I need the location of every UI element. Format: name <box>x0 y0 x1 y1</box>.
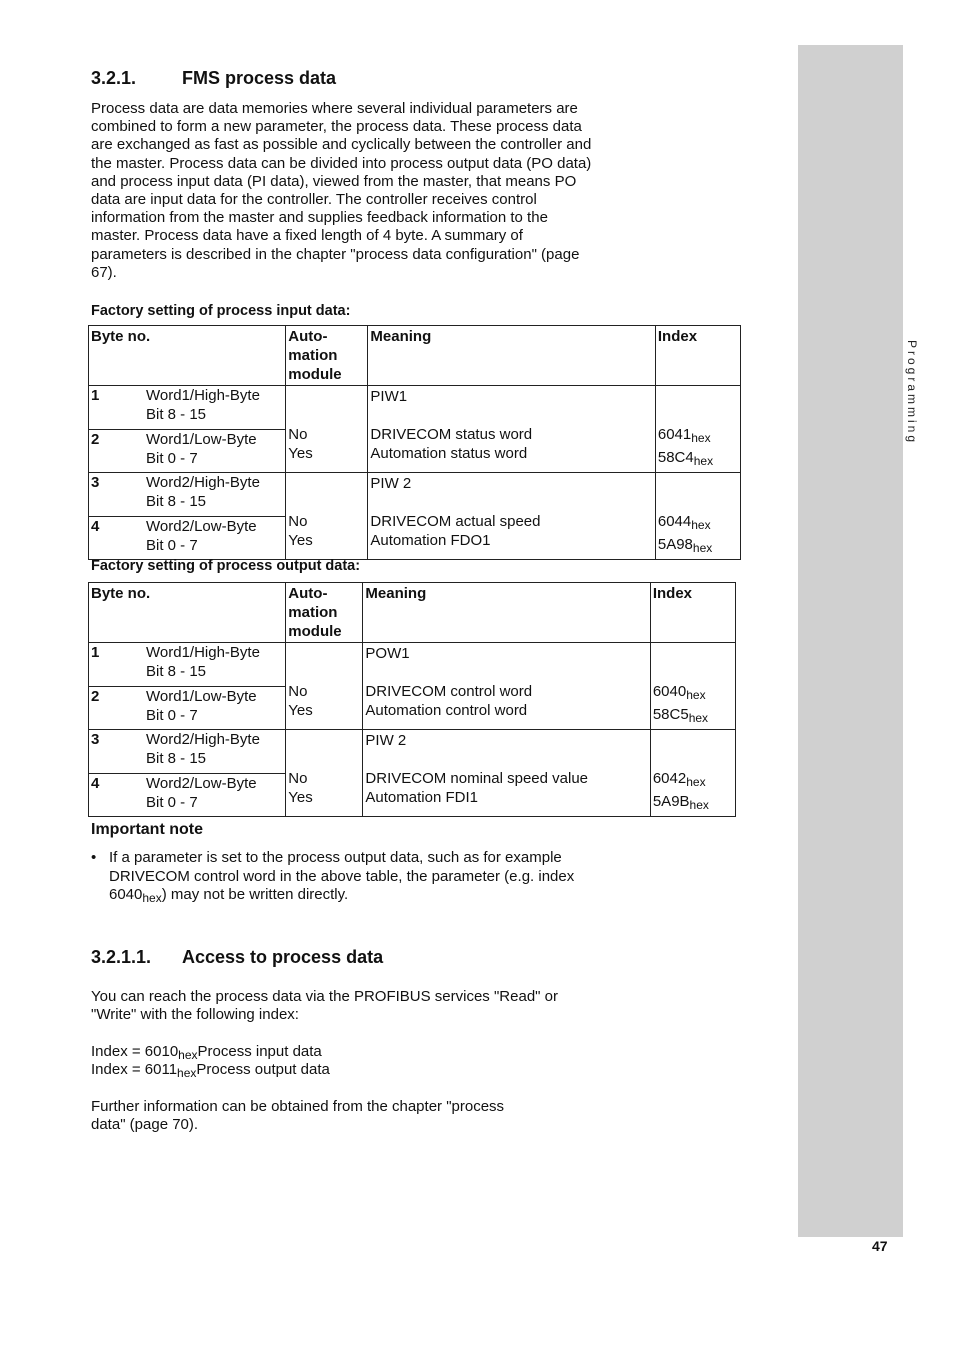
table-header-row <box>89 326 741 386</box>
note-text: If a parameter is set to the process output data, such as for example DRIVECOM control word in the above table, the parameter (e.g. index $6040_{hex}$) may not be written directly. <box>109 849 575 905</box>
further-info-paragraph: Further information can be obtained from the chapter "process data" (page 70). <box>91 1098 505 1134</box>
meaning-cell: PIW1 DRIVECOM status word Automation status word <box>368 386 655 473</box>
index-cell: $6044_{hex}$ $5A98_{hex}$ <box>655 473 740 560</box>
byte-number: 3 <box>91 474 100 491</box>
byte-bits: Bit 0 - 7 <box>146 706 198 724</box>
byte-word: Word2/Low-Byte <box>146 774 257 792</box>
table-row <box>89 730 736 774</box>
header-meaning: Meaning <box>368 326 655 386</box>
byte-number: 2 <box>91 687 100 705</box>
byte-number: 3 <box>91 731 100 748</box>
intro-paragraph: Process data are data memories where several individual parameters are combined to form a new parameter, the process data. These process data are exchanged as fast as possible and cyclically between the controller and the master. Process data can be divided into process output data (PO data) and process input data (PI data), viewed from the master, that means PO data are input data for the controller. The controller receives control information from the master and supplies feedback information to the master. Process data have a fixed length of 4 byte. A summary of parameters is described in the chapter "process data configuration" (page 67). <box>91 100 592 281</box>
byte-bits: Bit 8 - 15 <box>146 663 207 680</box>
bullet-icon: • <box>91 849 97 866</box>
section-number: 3.2.1. <box>91 68 137 88</box>
byte-cell <box>89 686 286 730</box>
index-cell: $6040_{hex}$ $58C5_{hex}$ <box>650 643 735 730</box>
automation-cell: No Yes <box>286 473 368 560</box>
meaning-cell: PIW 2 DRIVECOM actual speed Automation FDO1 <box>368 473 655 560</box>
table-row <box>89 386 741 430</box>
byte-cell <box>89 643 286 687</box>
subsection-number: 3.2.1.1. <box>91 947 152 967</box>
table-row <box>89 473 741 517</box>
subsection-heading <box>91 947 383 968</box>
byte-cell <box>89 473 286 517</box>
header-index: Index <box>655 326 740 386</box>
process-output-table <box>88 582 736 817</box>
byte-cell <box>89 773 286 817</box>
byte-word: Word2/Low-Byte <box>146 517 257 535</box>
chapter-tab-label: Programming <box>905 340 919 446</box>
side-margin-band <box>798 45 903 1237</box>
byte-number: 4 <box>91 517 100 535</box>
header-index: Index <box>650 583 735 643</box>
byte-bits: Bit 0 - 7 <box>146 449 198 467</box>
byte-bits: Bit 8 - 15 <box>146 406 207 423</box>
byte-number: 1 <box>91 644 100 661</box>
byte-word: Word1/High-Byte <box>146 644 260 661</box>
byte-bits: Bit 0 - 7 <box>146 793 198 811</box>
subsection-title: Access to process data <box>182 947 384 967</box>
header-meaning: Meaning <box>363 583 650 643</box>
access-paragraph: You can reach the process data via the PROFIBUS services "Read" or "Write" with the following index: <box>91 988 558 1024</box>
table-row <box>89 643 736 687</box>
byte-cell <box>89 429 286 473</box>
meaning-cell: POW1 DRIVECOM control word Automation control word <box>363 643 650 730</box>
index-line-output: Index = $6011_{hex}Process$ output data <box>91 1061 330 1080</box>
section-title: FMS process data <box>182 68 337 88</box>
meaning-cell: PIW 2 DRIVECOM nominal speed value Automation FDI1 <box>363 730 650 817</box>
byte-bits: Bit 0 - 7 <box>146 536 198 554</box>
byte-cell <box>89 386 286 430</box>
byte-cell <box>89 516 286 560</box>
page-number: 47 <box>872 1238 888 1254</box>
automation-cell: No Yes <box>286 386 368 473</box>
automation-cell: No Yes <box>286 643 363 730</box>
index-cell: $6042_{hex}$ $5A9B_{hex}$ <box>650 730 735 817</box>
byte-number: 4 <box>91 774 100 792</box>
byte-word: Word1/Low-Byte <box>146 687 257 705</box>
index-cell: $6041_{hex}$ $58C4_{hex}$ <box>655 386 740 473</box>
byte-word: Word1/High-Byte <box>146 387 260 404</box>
byte-bits: Bit 8 - 15 <box>146 750 207 767</box>
byte-bits: Bit 8 - 15 <box>146 493 207 510</box>
header-byte-no: Byte no. <box>89 583 286 643</box>
byte-cell <box>89 730 286 774</box>
table-header-row <box>89 583 736 643</box>
section-heading <box>91 68 336 89</box>
header-automation-module: Auto- mation module <box>286 326 368 386</box>
note-bullet-item <box>91 849 621 908</box>
process-input-table <box>88 325 741 560</box>
input-table-caption: Factory setting of process input data: <box>91 303 351 319</box>
byte-word: Word2/High-Byte <box>146 474 260 491</box>
index-line-input: Index = $6010_{hex}Process$ input data <box>91 1043 322 1062</box>
byte-number: 1 <box>91 387 100 404</box>
automation-cell: No Yes <box>286 730 363 817</box>
byte-word: Word2/High-Byte <box>146 731 260 748</box>
important-note-title: Important note <box>91 821 203 838</box>
byte-word: Word1/Low-Byte <box>146 430 257 448</box>
header-byte-no: Byte no. <box>89 326 286 386</box>
byte-number: 2 <box>91 430 100 448</box>
header-automation-module: Auto- mation module <box>286 583 363 643</box>
output-table-caption: Factory setting of process output data: <box>91 558 361 574</box>
